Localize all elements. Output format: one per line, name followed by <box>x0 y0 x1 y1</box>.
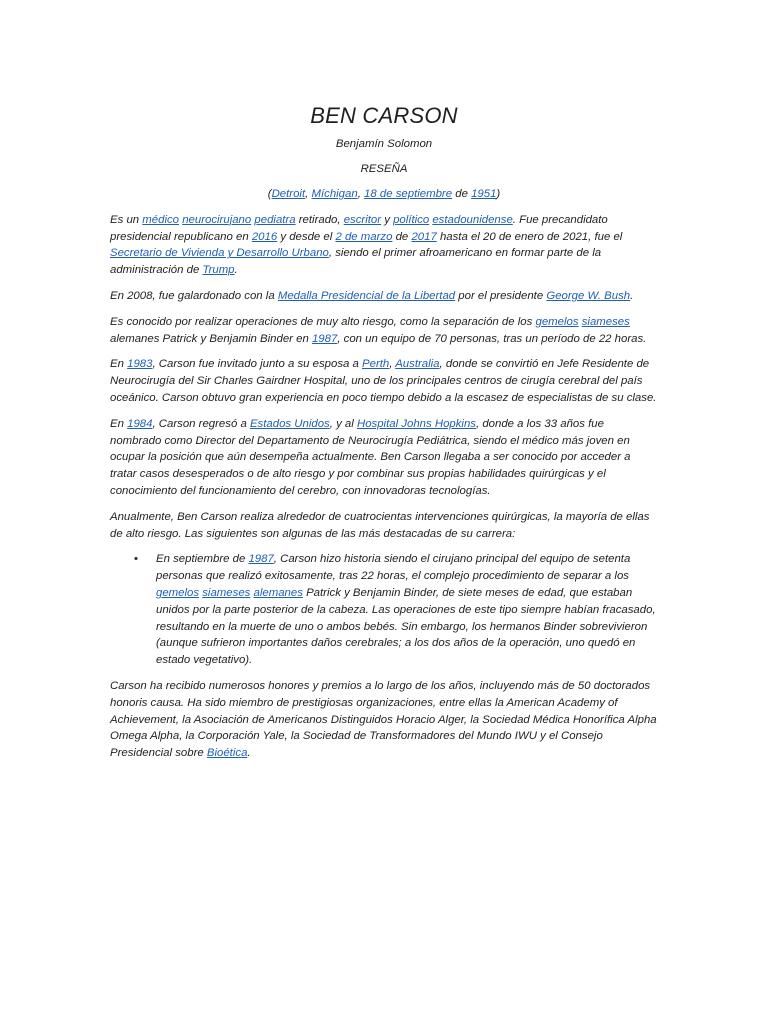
link-medico[interactable]: médico <box>142 213 180 226</box>
link-neurocirujano[interactable]: neurocirujano <box>182 213 252 226</box>
link-estados-unidos[interactable]: Estados Unidos <box>249 417 330 430</box>
link-australia[interactable]: Australia <box>395 358 440 371</box>
link-1983[interactable]: 1983 <box>127 358 153 371</box>
link-2017[interactable]: 2017 <box>411 230 437 243</box>
paragraph-johns-hopkins: En 1984, Carson regresó a Estados Unidos, y al Hospital Johns Hopkins, donde a los 33 años fue nombrado como Director del Departamento de Neurocirugía Pediátrica, siendo el médico más joven en ocupar la posición que aún desempeña actualmente. Ben Carson llegaba a ser conocido por acceder a tratar casos desesperados o de alto riesgo y por combinar sus propias habilidades quirúrgicas y el conocimiento del funcionamiento del cerebro, con innovadoras tecnologías. <box>110 417 631 497</box>
link-bioetica[interactable]: Bioética <box>206 747 248 760</box>
link-alemanes[interactable]: alemanes <box>253 586 303 599</box>
paragraph-honores: Carson ha recibido numerosos honores y premios a lo largo de los años, incluyendo más de 50 doctorados honoris causa. Ha sido miembro de prestigiosas organizaciones, entre ellas la American Academy of Achievement, la Asociación de Americanos Distinguidos Horacio Alger, la Sociedad Médica Honorífica Alpha Omega Alpha, la Corporación Yale, la Sociedad de Transformadores del Mundo IWU y el Consejo Presidencial sobre Bioética. <box>110 679 657 760</box>
link-gemelos[interactable]: gemelos <box>535 315 579 328</box>
link-18-septiembre[interactable]: 18 de septiembre <box>364 188 453 200</box>
link-2-de-marzo[interactable]: 2 de marzo <box>335 230 393 243</box>
link-medalla-presidencial[interactable]: Medalla Presidencial de la Libertad <box>277 289 456 302</box>
link-secretario-vivienda[interactable]: Secretario de Vivienda y Desarrollo Urbano <box>110 247 329 260</box>
link-estadounidense[interactable]: estadounidense <box>432 213 513 226</box>
link-1987-bullet[interactable]: 1987 <box>248 553 274 566</box>
paragraph-operaciones: Es conocido por realizar operaciones de muy alto riesgo, como la separación de los gemelos siameses alemanes Patrick y Benjamin Binder en 1987, con un equipo de 70 personas, tras un período de 22 horas. <box>110 315 647 345</box>
document-subtitle: Benjamín Solomon <box>335 138 433 150</box>
link-michigan[interactable]: Míchigan <box>311 188 358 200</box>
link-1987[interactable]: 1987 <box>311 332 338 345</box>
paragraph-medalla: En 2008, fue galardonado con la Medalla Presidencial de la Libertad por el presidente George W. Bush. <box>110 289 634 302</box>
link-detroit[interactable]: Detroit <box>271 188 306 200</box>
link-gemelos-bullet[interactable]: gemelos <box>156 586 200 599</box>
paragraph-intervenciones: Anualmente, Ben Carson realiza alrededor de cuatrocientas intervenciones quirúrgicas, la mayoría de ellas de alto riesgo. Las siguientes son algunas de las más destacadas de su carrera: <box>110 510 650 540</box>
birth-dateline: (Detroit, Míchigan, 18 de septiembre de 1951) <box>267 188 501 200</box>
document-page <box>110 100 658 771</box>
link-siameses[interactable]: siameses <box>581 315 630 328</box>
link-politico[interactable]: político <box>393 213 430 226</box>
list-item: • En septiembre de 1987, Carson hizo historia siendo el cirujano principal del equipo de setenta personas que realizó exitosamente, tras 22 horas, el complejo procedimiento de separar a los gemelos siameses alemanes Patrick y Benjamin Binder, de siete meses de edad, que estaban unidos por la parte posterior de la cabeza. Las operaciones de este tipo siempre habían fracasado, resultando en la muerte de uno o ambos bebés. Sin embargo, los hermanos Binder sobrevivieron (aunque sufrieron importantes daños cerebrales; a los dos años de la operación, uno quedó en estado vegetativo). <box>134 553 656 667</box>
paragraph-australia: En 1983, Carson fue invitado junto a su esposa a Perth, Australia, donde se convirtió en Jefe Residente de Neurocirugía del Sir Charles Gairdner Hospital, uno de los principales centros de cirugía cerebral del país oceánico. Carson obtuvo gran experiencia en poco tiempo debido a la escasez de especialistas de su clase. <box>110 358 657 404</box>
link-trump[interactable]: Trump <box>202 264 235 277</box>
link-1984[interactable]: 1984 <box>127 417 153 430</box>
link-1951[interactable]: 1951 <box>471 188 497 200</box>
link-siameses-bullet[interactable]: siameses <box>202 586 251 599</box>
paragraph-intro: Es un médico neurocirujano pediatra retirado, escritor y político estadounidense. Fue precandidato presidencial republicano en 2016 y desde el 2 de marzo de 2017 hasta el 20 de enero de 2021, fue el Secretario de Vivienda y Desarrollo Urbano, siendo el primer afroamericano en formar parte de la administración de Trump. <box>110 213 623 277</box>
link-pediatra[interactable]: pediatra <box>254 213 296 226</box>
bullet-marker: • <box>134 553 138 566</box>
link-george-w-bush[interactable]: George W. Bush <box>546 289 631 302</box>
link-perth[interactable]: Perth <box>362 358 390 371</box>
section-heading: RESEÑA <box>360 163 408 175</box>
document-title: BEN CARSON <box>310 103 458 128</box>
link-hospital-johns-hopkins[interactable]: Hospital Johns Hopkins <box>356 417 476 430</box>
link-2016[interactable]: 2016 <box>251 230 278 243</box>
link-escritor[interactable]: escritor <box>343 213 382 226</box>
highlights-list <box>110 551 658 669</box>
